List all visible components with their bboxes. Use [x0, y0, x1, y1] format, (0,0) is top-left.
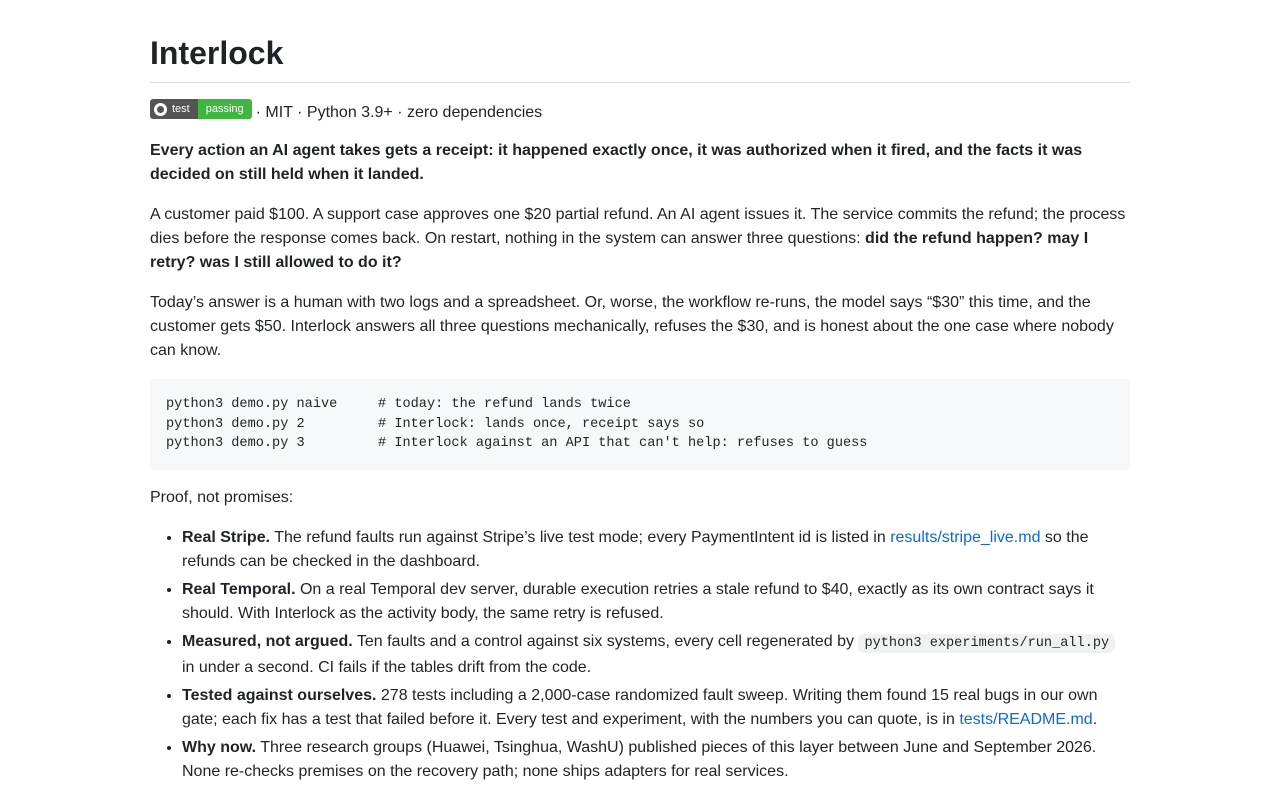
code-line: python3 demo.py 3 # Interlock against an API that can't help: refuses to guess — [166, 436, 868, 452]
list-item: • Tested against ourselves. 278 tests including a 2,000-case randomized fault sweep. Writing them found 15 real bugs in our own gate; each fix has a test that failed before it. Every test and experiment, with the numbers you can quote, is in tests/README.md. — [182, 684, 1130, 732]
answer-paragraph: Today’s answer is a human with two logs and a spreadsheet. Or, worse, the workflow re-runs, the model says “$30” this time, and the customer gets $50. Interlock answers all three questions mechanically, refuses the $30, and is honest about the one case where nobody can know. — [150, 294, 1114, 359]
lead-paragraph: Every action an AI agent takes gets a receipt: it happened exactly once, it was authorized when it fired, and the facts it was decided on still held when it landed. — [150, 142, 1083, 183]
proof-intro: Proof, not promises: — [150, 489, 294, 507]
proof-list — [150, 526, 1130, 784]
meta-line: · MIT · Python 3.9+ · zero dependencies — [255, 104, 543, 121]
badge-line — [150, 99, 1130, 127]
badge-left-label: test — [172, 103, 190, 115]
readme-page — [150, 0, 1130, 788]
list-item: • Real Stripe. The refund faults run against Stripe’s live test mode; every PaymentIntent id is listed in results/stripe_live.md so the refunds can be checked in the dashboard. — [182, 526, 1130, 574]
code-line: python3 demo.py 2 # Interlock: lands once, receipt says so — [166, 416, 705, 432]
list-item: • Measured, not argued. Ten faults and a control against six systems, every cell regenerated by python3 experiments/run_all.py in under a second. CI fails if the tables drift from the code. — [182, 630, 1130, 680]
ci-status-badge[interactable] — [150, 99, 252, 119]
scenario-questions: did the refund happen? may I retry? was I still allowed to do it? — [150, 230, 1089, 271]
github-icon — [154, 103, 167, 116]
stripe-results-link[interactable]: results/stripe_live.md — [890, 529, 1041, 547]
page-title: Interlock — [150, 0, 1130, 83]
list-item: • Why now. Three research groups (Huawei, Tsinghua, WashU) published pieces of this layer between June and September 2026. None re-checks premises on the recovery path; none ships adapters for real services. — [182, 736, 1130, 784]
badge-right-label: passing — [198, 99, 252, 119]
scenario-text: A customer paid $100. A support case approves one $20 partial refund. An AI agent issues it. The service commits the refund; the process dies before the response comes back. On restart, nothing in the system can answer three questions: — [150, 206, 1126, 247]
list-item: • Real Temporal. On a real Temporal dev server, durable execution retries a stale refund to $40, exactly as its own contract says it should. With Interlock as the activity body, the same retry is refused. — [182, 578, 1130, 626]
code-line: python3 demo.py naive # today: the refund lands twice — [166, 397, 631, 412]
code-block[interactable] — [150, 379, 1130, 470]
tests-readme-link[interactable]: tests/README.md — [959, 711, 1093, 729]
scenario-paragraph — [150, 203, 1130, 275]
inline-code: python3 experiments/run_all.py — [858, 634, 1115, 653]
